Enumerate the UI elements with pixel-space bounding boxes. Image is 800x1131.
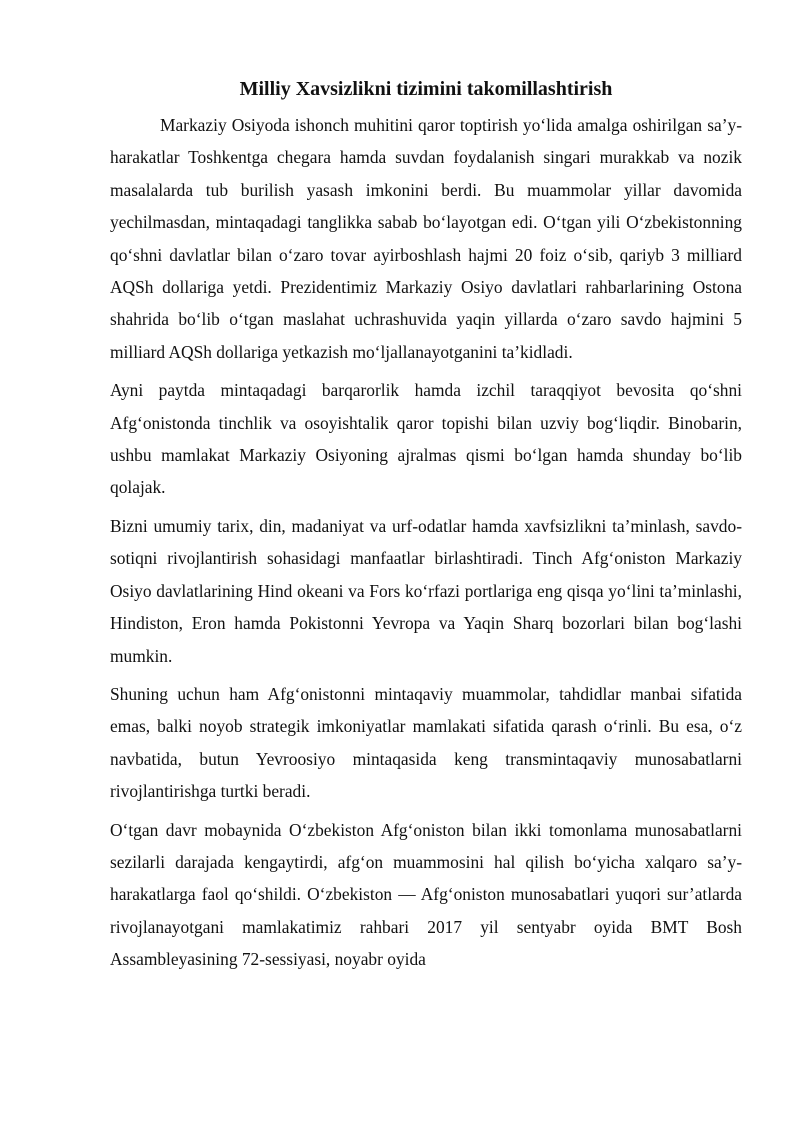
document-title: Milliy Xavsizlikni tizimini takomillashtirish — [239, 78, 613, 100]
paragraph-5: O‘tgan davr mobaynida O‘zbekiston Afg‘oniston bilan ikki tomonlama munosabatlarni sezilarli darajada kengaytirdi, afg‘on muammosini hal qilish bo‘yicha xalqaro sa’y-harakatlarga faol qo‘shildi. O‘zbekiston — Afg‘oniston munosabatlari yuqori sur’atlarda rivojlanayotgani mamlakatimiz rahbari 2017 yil sentyabr oyida BMT Bosh Assambleyasining 72-sessiyasi, noyabr oyida — [110, 819, 742, 970]
paragraph-4: Shuning uchun ham Afg‘onistonni mintaqaviy muammolar, tahdidlar manbai sifatida emas, balki noyob strategik imkoniyatlar mamlakati sifatida qarash o‘rinli. Bu esa, o‘z navbatida, butun Yevroosiyo mintaqasida keng transmintaqaviy munosabatlarni rivojlantirishga turtki beradi. — [110, 683, 742, 802]
document-page — [110, 0, 742, 976]
paragraph-2: Ayni paytda mintaqadagi barqarorlik hamda izchil taraqqiyot bevosita qo‘shni Afg‘onistonda tinchlik va osoyishtalik qaror topishi bilan uzviy bog‘liqdir. Binobarin, ushbu mamlakat Markaziy Osiyoning ajralmas qismi bo‘lgan hamda shunday bo‘lib qolajak. — [110, 380, 742, 498]
paragraph-1: Markaziy Osiyoda ishonch muhitini qaror toptirish yo‘lida amalga oshirilgan sa’y-harakatlar Toshkentga chegara hamda suvdan foydalanish singari murakkab va nozik masalalarda tub burilish yasash imkonini berdi. Bu muammolar yillar davomida yechilmasdan, mintaqadagi tanglikka sabab bo‘layotgan edi. O‘tgan yili O‘zbekistonning qo‘shni davlatlar bilan o‘zaro tovar ayirboshlash hajmi 20 foiz o‘sib, qariyb 3 milliard AQSh dollariga yetdi. Prezidentimiz Markaziy Osiyo davlatlari rahbarlarining Ostona shahrida bo‘lib o‘tgan maslahat uchrashuvida yaqin yillarda o‘zaro savdo hajmini 5 milliard AQSh dollariga yetkazish mo‘ljallanayotganini ta’kidladi. — [110, 115, 742, 362]
paragraph-3: Bizni umumiy tarix, din, madaniyat va urf-odatlar hamda xavfsizlikni ta’minlash, savdo-sotiqni rivojlantirish sohasidagi manfaatlar birlashtiradi. Tinch Afg‘oniston Markaziy Osiyo davlatlarining Hind okeani va Fors ko‘rfazi portlariga eng qisqa yo‘lini ta’minlashi, Hindiston, Eron hamda Pokistonni Yevropa va Yaqin Sharq bozorlari bilan bog‘lashi mumkin. — [110, 515, 742, 666]
